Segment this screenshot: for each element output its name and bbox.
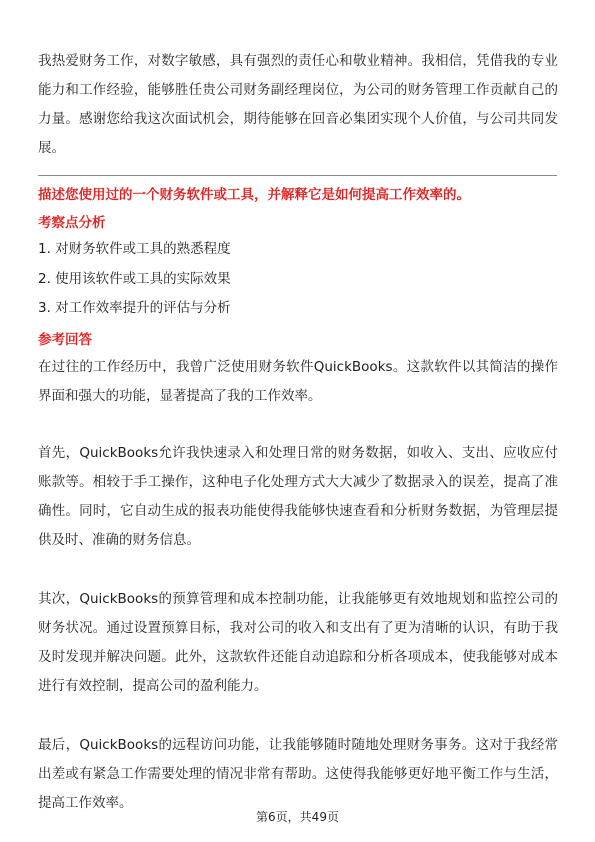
page-footer: 第6页，共49页	[256, 810, 339, 824]
point-item-3: 3. 对工作效率提升的评估与分析	[38, 300, 231, 316]
answer-title: 参考回答	[38, 332, 92, 348]
question-heading: 描述您使用过的一个财务软件或工具，并解释它是如何提高工作效率的。	[38, 187, 470, 203]
answer-paragraph-1: 在过往的工作经历中，我曾广泛使用财务软件QuickBooks。这款软件以其简洁的操作界面和强大的功能，显著提高了我的工作效率。	[38, 359, 558, 404]
point-item-2: 2. 使用该软件或工具的实际效果	[38, 271, 231, 287]
intro-paragraph: 我热爱财务工作，对数字敏感，具有强烈的责任心和敬业精神。我相信，凭借我的专业能力和工作经验，能够胜任贵公司财务副经理岗位，为公司的财务管理工作贡献自己的力量。感谢您给我这次面试机会，期待能够在回音必集团实现个人价值，与公司共同发展。	[38, 53, 558, 156]
answer-paragraph-3: 其次，QuickBooks的预算管理和成本控制功能，让我能够更有效地规划和监控公司的财务状况。通过设置预算目标，我对公司的收入和支出有了更为清晰的认识，有助于我及时发现并解决问题。此外，这款软件还能自动追踪和分析各项成本，使我能够对成本进行有效控制，提高公司的盈利能力。	[38, 591, 558, 694]
section-divider	[38, 175, 557, 176]
points-title: 考察点分析	[38, 215, 106, 231]
point-item-1: 1. 对财务软件或工具的熟悉程度	[38, 241, 231, 257]
answer-paragraph-2: 首先，QuickBooks允许我快速录入和处理日常的财务数据，如收入、支出、应收应付账款等。相较于手工操作，这种电子化处理方式大大减少了数据录入的误差，提高了准确性。同时，它自动生成的报表功能使得我能够快速查看和分析财务数据，为管理层提供及时、准确的财务信息。	[38, 445, 558, 548]
answer-paragraph-4: 最后，QuickBooks的远程访问功能，让我能够随时随地处理财务事务。这对于我经常出差或有紧急工作需要处理的情况非常有帮助。这使得我能够更好地平衡工作与生活，提高工作效率。	[38, 737, 558, 811]
